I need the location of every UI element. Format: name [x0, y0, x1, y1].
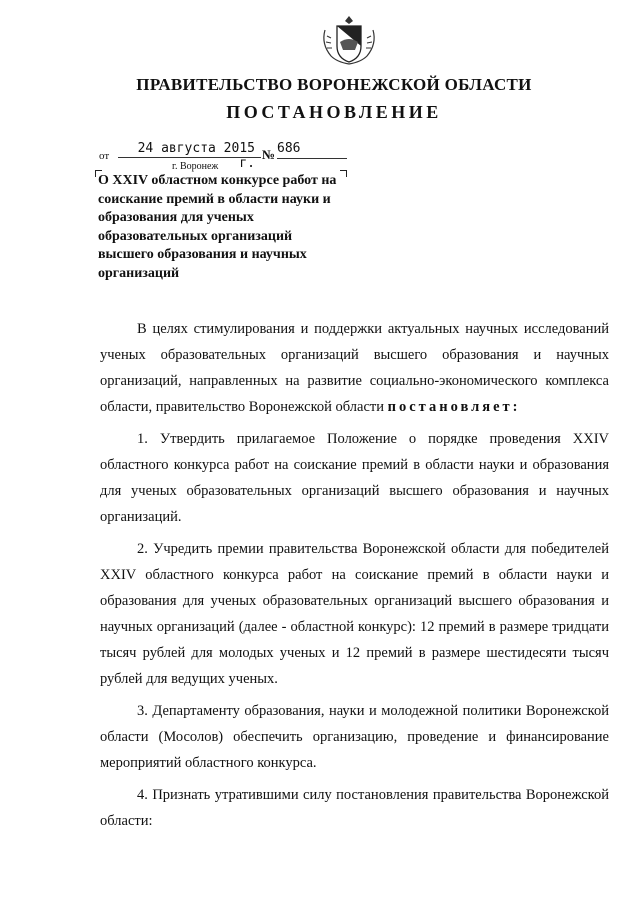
- number-label: №: [262, 147, 276, 162]
- decree-subject: О XXIV областном конкурсе работ на соискание премий в области науки и образования для ученых образовательных организаций высшего образования и научных организаций: [98, 173, 337, 281]
- decree-number: 686: [277, 141, 347, 159]
- resolves-word: постановляет:: [387, 399, 521, 415]
- paragraph-2: 2. Учредить премии правительства Воронежской области для победителей XXIV областного конкурса работ на соискание премий в области науки и образования для ученых образовательных организаций высшего образования и научных организаций (далее - областной конкурс): 12 премий в размере тридцати тысяч рублей для молодых ученых и 12 премий в размере шестидесяти тысяч рублей для ведущих ученых.: [100, 541, 609, 687]
- government-title: ПРАВИТЕЛЬСТВО ВОРОНЕЖСКОЙ ОБЛАСТИ: [136, 75, 532, 94]
- paragraph-preamble: [100, 316, 609, 420]
- date-prefix: от: [99, 150, 110, 162]
- coat-of-arms-icon: [319, 12, 379, 70]
- paragraph-4: 4. Признать утратившими силу постановления правительства Воронежской области:: [100, 787, 609, 829]
- paragraph-1: 1. Утвердить прилагаемое Положение о порядке проведения XXIV областного конкурса работ на соискание премий в области науки и образования для ученых образовательных организаций высшего образования и научных организаций.: [100, 431, 609, 525]
- preamble-text: В целях стимулирования и поддержки актуальных научных исследований ученых образовательных организаций высшего образования и научных организаций, направленных на развитие социально-экономического комплекса области, правительство Воронежской области: [100, 321, 609, 415]
- decree-date: 24 августа 2015 г.: [118, 141, 261, 158]
- decree-body: [100, 316, 609, 840]
- paragraph-3: 3. Департаменту образования, науки и молодежной политики Воронежской области (Мосолов) обеспечить организацию, проведение и финансирование мероприятий областного конкурса.: [100, 703, 609, 771]
- city-label: г. Воронеж: [172, 161, 219, 172]
- document-type: ПОСТАНОВЛЕНИЕ: [226, 102, 442, 122]
